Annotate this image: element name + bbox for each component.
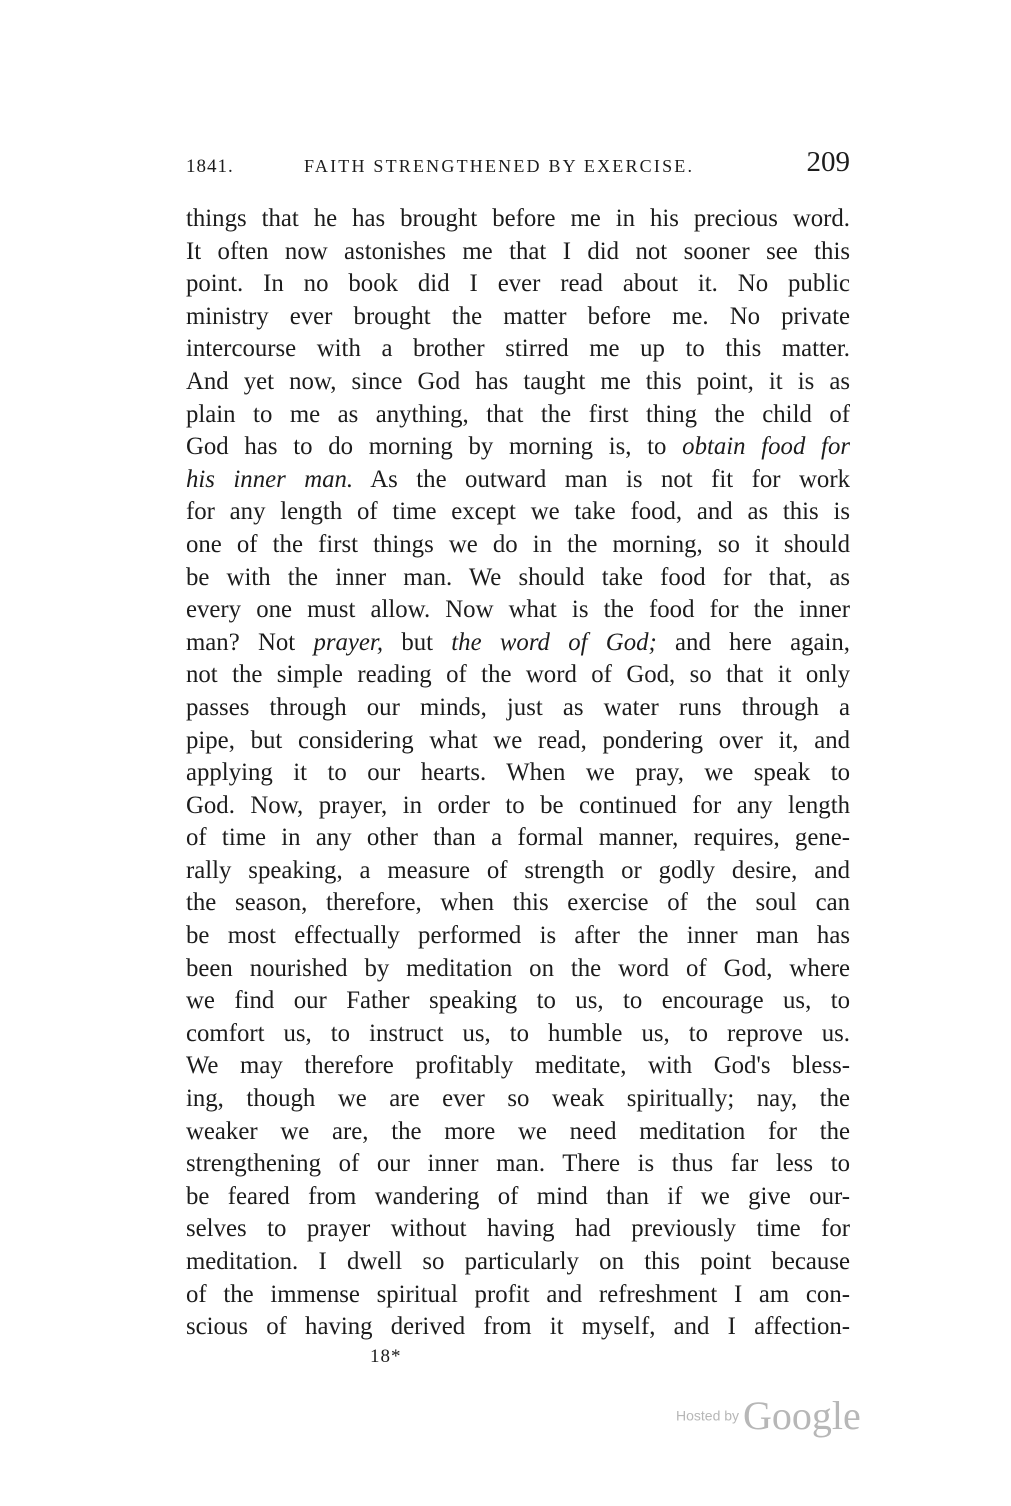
text-segment: meditation. I dwell so particularly on this point because (186, 1248, 850, 1275)
text-line (186, 301, 850, 334)
page-number: 209 (806, 146, 850, 178)
text-segment: pipe, but considering what we read, pondering over it, and (186, 726, 850, 754)
signature-mark: 18* (370, 1346, 402, 1367)
italic-segment: prayer, (313, 628, 384, 656)
watermark-prefix: Hosted by (676, 1407, 740, 1424)
header-year: 1841. (186, 156, 234, 177)
text-segment: point. In no book did I ever read about it. No public (186, 270, 850, 298)
text-line (186, 855, 850, 888)
text-line (186, 431, 850, 464)
text-segment: God. Now, prayer, in order to be continued for any length (186, 791, 850, 819)
text-line (186, 236, 850, 269)
text-line (186, 366, 850, 399)
text-segment: the season, therefore, when this exercise of the soul can (186, 889, 850, 917)
text-segment: strengthening of our inner man. There is thus far less to (186, 1150, 850, 1178)
text-segment: plain to me as anything, that the first thing the child of (186, 400, 850, 428)
text-segment: of the immense spiritual profit and refreshment I am con- (186, 1280, 850, 1308)
text-line (186, 562, 850, 595)
text-line (186, 1279, 850, 1312)
body-text (186, 203, 850, 1344)
text-line (186, 1246, 850, 1279)
text-segment: passes through our minds, just as water runs through a (186, 693, 850, 721)
text-line (186, 594, 850, 627)
text-line (186, 692, 850, 725)
text-segment: we find our Father speaking to us, to encourage us, to (186, 987, 850, 1015)
text-line (186, 399, 850, 432)
text-line (186, 203, 850, 236)
text-line (186, 1213, 850, 1246)
text-segment: ing, though we are ever so weak spiritually; nay, the (186, 1085, 850, 1113)
text-segment: applying it to our hearts. When we pray, we speak to (186, 759, 850, 787)
text-line (186, 887, 850, 920)
text-line (186, 725, 850, 758)
text-line (186, 496, 850, 529)
text-segment: of time in any other than a formal manner, requires, gene- (186, 824, 850, 852)
text-segment: man? Not (186, 628, 314, 656)
text-segment: things that he has brought before me in his precious word. (186, 205, 850, 232)
text-line (186, 1148, 850, 1181)
text-segment: been nourished by meditation on the word of God, where (186, 954, 850, 982)
text-segment: for any length of time except we take food, and as this is (186, 498, 850, 526)
text-line (186, 1018, 850, 1051)
text-line (186, 822, 850, 855)
text-segment: and here again, (656, 628, 850, 656)
text-segment: intercourse with a brother stirred me up to this matter. (186, 335, 850, 363)
text-segment: As the outward man is not fit for work (353, 465, 850, 493)
text-line (186, 627, 850, 660)
text-segment: God has to do morning by morning is, to (186, 433, 683, 461)
text-segment: be most effectually performed is after the inner man has (186, 922, 850, 950)
text-segment: selves to prayer without having had previously time for (186, 1215, 850, 1243)
text-line (186, 1311, 850, 1344)
text-line (186, 790, 850, 823)
text-segment: every one must allow. Now what is the food for the inner (186, 596, 850, 624)
text-segment: but (383, 628, 452, 656)
text-segment: scious of having derived from it myself, and I affection- (186, 1313, 850, 1341)
text-line (186, 659, 850, 692)
text-line (186, 953, 850, 986)
text-line (186, 1083, 850, 1116)
text-line (186, 920, 850, 953)
text-segment: weaker we are, the more we need meditation for the (186, 1117, 850, 1145)
text-line (186, 1050, 850, 1083)
google-logo: Google (743, 1393, 861, 1438)
italic-segment: the word of God; (451, 628, 657, 656)
text-segment: It often now astonishes me that I did not sooner see this (186, 237, 850, 265)
text-segment: one of the first things we do in the morning, so it should (186, 530, 850, 558)
text-line (186, 985, 850, 1018)
running-header (186, 146, 850, 186)
hosted-by-watermark (676, 1392, 861, 1439)
text-segment: We may therefore profitably meditate, with God's bless- (186, 1052, 850, 1080)
text-line (186, 333, 850, 366)
text-line (186, 1181, 850, 1214)
text-line (186, 268, 850, 301)
text-segment: And yet now, since God has taught me this point, it is as (186, 367, 850, 395)
text-line (186, 757, 850, 790)
text-segment: comfort us, to instruct us, to humble us, to reprove us. (186, 1019, 850, 1047)
italic-segment: obtain food for (682, 433, 850, 461)
text-line (186, 529, 850, 562)
text-segment: not the simple reading of the word of God, so that it only (186, 661, 850, 689)
italic-segment: his inner man. (186, 465, 354, 493)
text-line (186, 1116, 850, 1149)
text-segment: ministry ever brought the matter before me. No private (186, 302, 850, 330)
text-segment: rally speaking, a measure of strength or godly desire, and (186, 856, 850, 884)
header-title: FAITH STRENGTHENED BY EXERCISE. (304, 156, 695, 176)
text-line (186, 464, 850, 497)
text-segment: be with the inner man. We should take food for that, as (186, 563, 850, 591)
text-segment: be feared from wandering of mind than if we give our- (186, 1182, 850, 1210)
